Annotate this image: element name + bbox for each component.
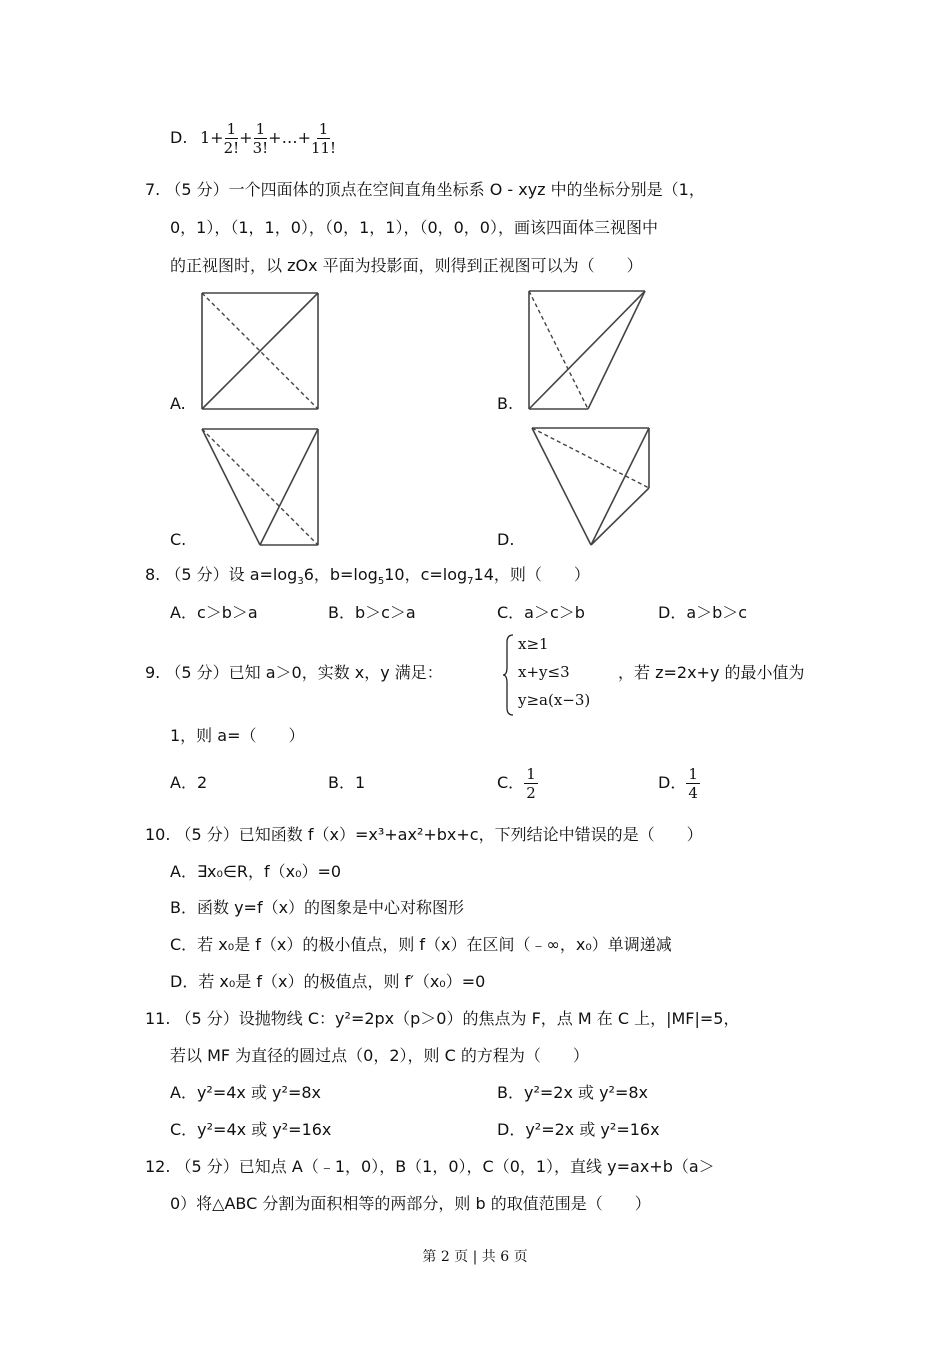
label: C． bbox=[497, 773, 525, 792]
label: D． bbox=[658, 773, 687, 792]
q10-option-a: A．∃x₀∈R，f（x₀）=0 bbox=[170, 862, 342, 881]
text: 10，c=log bbox=[384, 565, 468, 584]
denominator: 2 bbox=[526, 784, 536, 802]
value: 1 bbox=[354, 773, 366, 792]
q10-option-d: D．若 x₀是 f（x）的极值点，则 f′（x₀）=0 bbox=[170, 972, 486, 991]
text: 8. （5 分）设 a=log bbox=[145, 565, 298, 584]
q8-option-c: C．a＞c＞b bbox=[497, 603, 585, 622]
constraint: y≥a(x−3) bbox=[518, 691, 591, 709]
label: A． bbox=[170, 773, 197, 792]
q11-option-a: A．y²=4x 或 y²=8x bbox=[170, 1083, 321, 1102]
fraction bbox=[524, 765, 538, 802]
q11-option-d: D．y²=2x 或 y²=16x bbox=[497, 1120, 660, 1139]
q11-option-b: B．y²=2x 或 y²=8x bbox=[497, 1083, 649, 1102]
q8-stem bbox=[145, 565, 590, 588]
numerator: 1 bbox=[255, 120, 266, 138]
q8-option-b: B．b＞c＞a bbox=[328, 603, 416, 622]
constraint: x≥1 bbox=[518, 635, 549, 653]
q9-option-b bbox=[328, 773, 365, 793]
q7-option-b-label: B. bbox=[497, 394, 514, 413]
q9-stem-continued: ，若 z=2x+y 的最小值为 bbox=[618, 663, 805, 682]
q7-view-figures bbox=[0, 0, 950, 600]
q7-line-1: 7. （5 分）一个四面体的顶点在空间直角坐标系 O - xyz 中的坐标分别是（1， bbox=[145, 180, 705, 199]
log-base: 7 bbox=[467, 576, 474, 588]
constraint: x+y≤3 bbox=[518, 663, 570, 681]
denominator: 3! bbox=[252, 139, 269, 157]
value: 2 bbox=[196, 773, 208, 792]
fraction bbox=[686, 765, 700, 802]
q9-option-c bbox=[497, 763, 538, 803]
q7-line-3: 的正视图时，以 zOx 平面为投影面，则得到正视图可以为（ ） bbox=[170, 256, 643, 275]
q6-option-d-label: D. bbox=[170, 128, 188, 147]
numerator: 1 bbox=[526, 765, 536, 783]
label: B． bbox=[328, 773, 355, 792]
q9-line-2: 1，则 a=（ ） bbox=[170, 726, 305, 745]
q10-option-b: B．函数 y=f（x）的图象是中心对称图形 bbox=[170, 898, 465, 917]
q12-line-1: 12. （5 分）已知点 A（﹣1，0），B（1，0），C（0，1），直线 y=ax+b（a＞ bbox=[145, 1157, 715, 1176]
numerator: 1 bbox=[226, 120, 237, 138]
expr-part: 1+ bbox=[200, 128, 224, 147]
numerator: 1 bbox=[318, 120, 329, 138]
figure-d bbox=[532, 428, 649, 545]
denominator: 2! bbox=[223, 139, 240, 157]
figure-b bbox=[529, 291, 645, 409]
q7-option-a-label: A. bbox=[170, 394, 186, 413]
q10-option-c: C．若 x₀是 f（x）的极小值点，则 f（x）在区间（﹣∞，x₀）单调递减 bbox=[170, 935, 672, 954]
q8-option-a: A．c＞b＞a bbox=[170, 603, 258, 622]
text: 14，则（ ） bbox=[473, 565, 590, 584]
q10-stem: 10. （5 分）已知函数 f（x）=x³+ax²+bx+c，下列结论中错误的是（ ） bbox=[145, 825, 703, 844]
text: 6，b=log bbox=[303, 565, 378, 584]
brace-icon bbox=[502, 634, 514, 716]
q12-line-2: 0）将△ABC 分割为面积相等的两部分，则 b 的取值范围是（ ） bbox=[170, 1194, 651, 1213]
q7-line-2: 0，1），（1，1，0），（0，1，1），（0，0，0），画该四面体三视图中 bbox=[170, 218, 658, 237]
log-base: 5 bbox=[377, 576, 385, 588]
denominator: 11! bbox=[310, 139, 337, 157]
expr-part: +…+ bbox=[268, 128, 311, 147]
q8-option-d: D．a＞b＞c bbox=[658, 603, 748, 622]
page-footer: 第 2 页 | 共 6 页 bbox=[422, 1249, 528, 1265]
q11-line-2: 若以 MF 为直径的圆过点（0，2），则 C 的方程为（ ） bbox=[170, 1046, 589, 1065]
q9-option-d bbox=[658, 763, 700, 803]
denominator: 4 bbox=[688, 784, 698, 802]
expr-part: + bbox=[239, 128, 253, 147]
q9-stem: 9. （5 分）已知 a＞0，实数 x，y 满足： bbox=[145, 663, 443, 682]
q9-option-a bbox=[170, 773, 207, 793]
q7-option-d-label: D. bbox=[497, 530, 515, 549]
numerator: 1 bbox=[688, 765, 698, 783]
log-base: 3 bbox=[297, 576, 304, 588]
q11-option-c: C．y²=4x 或 y²=16x bbox=[170, 1120, 332, 1139]
figure-c bbox=[202, 429, 318, 545]
q11-line-1: 11. （5 分）设抛物线 C：y²=2px（p＞0）的焦点为 F，点 M 在 C 上，|MF|=5， bbox=[145, 1009, 740, 1028]
figure-a bbox=[202, 293, 318, 409]
q9-constraint-system bbox=[518, 630, 590, 714]
q7-option-c-label: C. bbox=[170, 530, 187, 549]
